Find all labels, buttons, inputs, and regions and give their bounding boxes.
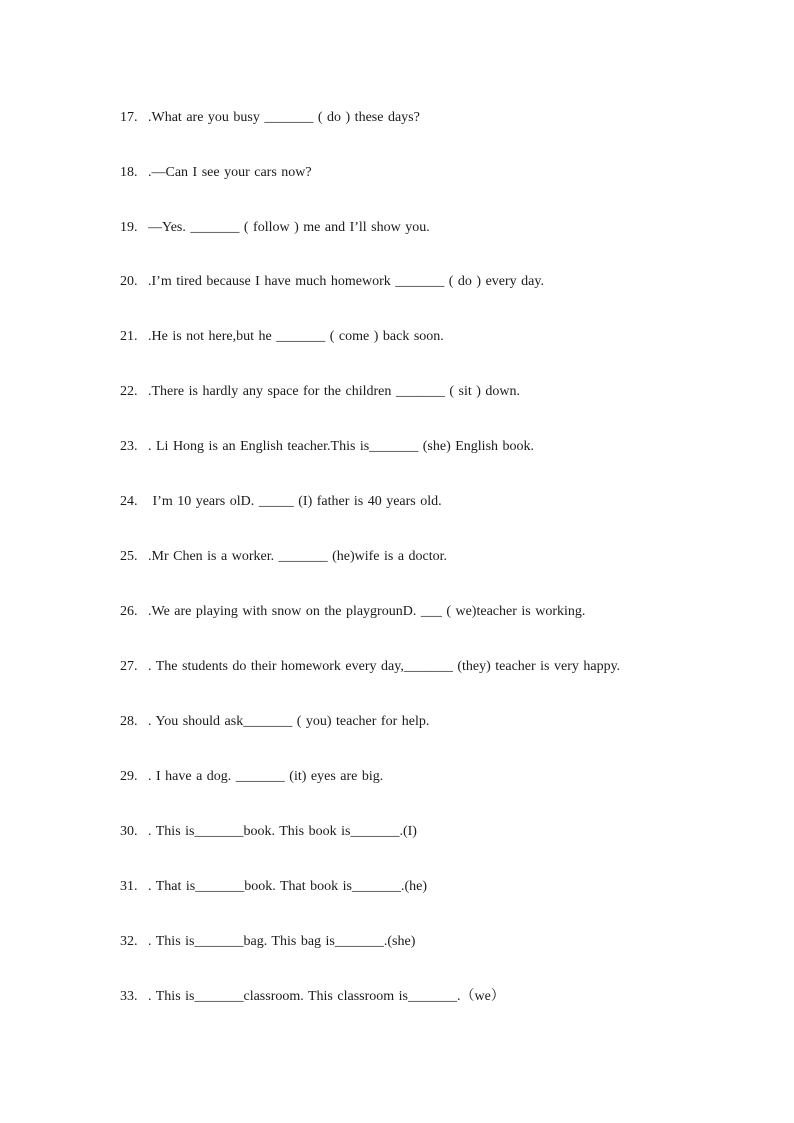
question-number: 18. <box>120 165 138 180</box>
question-text: . This is_______classroom. This classroom is_______.（we） <box>148 989 505 1004</box>
question-text: .He is not here,but he _______ ( come ) back soon. <box>148 329 444 344</box>
question-number: 32. <box>120 934 138 949</box>
question-text: .What are you busy _______ ( do ) these days? <box>148 110 420 125</box>
question-number: 22. <box>120 384 138 399</box>
question-32 <box>120 932 760 952</box>
question-text: . This is_______book. This book is_______.(I) <box>148 824 417 839</box>
question-text: .Mr Chen is a worker. _______ (he)wife is a doctor. <box>148 549 448 564</box>
question-31 <box>120 877 760 897</box>
question-text: . I have a dog. _______ (it) eyes are big. <box>148 769 384 784</box>
question-number: 27. <box>120 659 138 674</box>
question-number: 28. <box>120 714 138 729</box>
question-19 <box>120 218 760 238</box>
question-text: —Yes. _______ ( follow ) me and I’ll show you. <box>148 220 430 235</box>
question-number: 23. <box>120 439 138 454</box>
question-33 <box>120 987 760 1007</box>
question-text: I’m 10 years olD. _____ (I) father is 40 years old. <box>148 494 442 509</box>
question-text: . The students do their homework every day,_______ (they) teacher is very happy. <box>148 659 621 674</box>
question-22 <box>120 382 760 402</box>
question-18 <box>120 163 760 183</box>
question-29 <box>120 767 760 787</box>
question-28 <box>120 712 760 732</box>
question-30 <box>120 822 760 842</box>
question-27 <box>120 657 760 677</box>
question-text: .There is hardly any space for the children _______ ( sit ) down. <box>148 384 521 399</box>
question-number: 30. <box>120 824 138 839</box>
question-number: 26. <box>120 604 138 619</box>
question-text: .We are playing with snow on the playgrounD. ___ ( we)teacher is working. <box>148 604 586 619</box>
question-17 <box>120 108 760 128</box>
question-number: 17. <box>120 110 138 125</box>
question-24 <box>120 492 760 512</box>
question-number: 19. <box>120 220 138 235</box>
question-number: 24. <box>120 494 138 509</box>
question-23 <box>120 437 760 457</box>
question-text: . This is_______bag. This bag is_______.(she) <box>148 934 416 949</box>
question-26 <box>120 602 760 622</box>
question-number: 21. <box>120 329 138 344</box>
question-text: . You should ask_______ ( you) teacher for help. <box>148 714 430 729</box>
question-text: . That is_______book. That book is_______.(he) <box>148 879 428 894</box>
question-20 <box>120 272 760 292</box>
question-number: 25. <box>120 549 138 564</box>
question-number: 31. <box>120 879 138 894</box>
question-21 <box>120 327 760 347</box>
question-number: 33. <box>120 989 138 1004</box>
question-text: .I’m tired because I have much homework _______ ( do ) every day. <box>148 274 544 289</box>
question-text: . Li Hong is an English teacher.This is_______ (she) English book. <box>148 439 535 454</box>
question-number: 20. <box>120 274 138 289</box>
question-text: .—Can I see your cars now? <box>148 165 312 180</box>
question-number: 29. <box>120 769 138 784</box>
question-25 <box>120 547 760 567</box>
